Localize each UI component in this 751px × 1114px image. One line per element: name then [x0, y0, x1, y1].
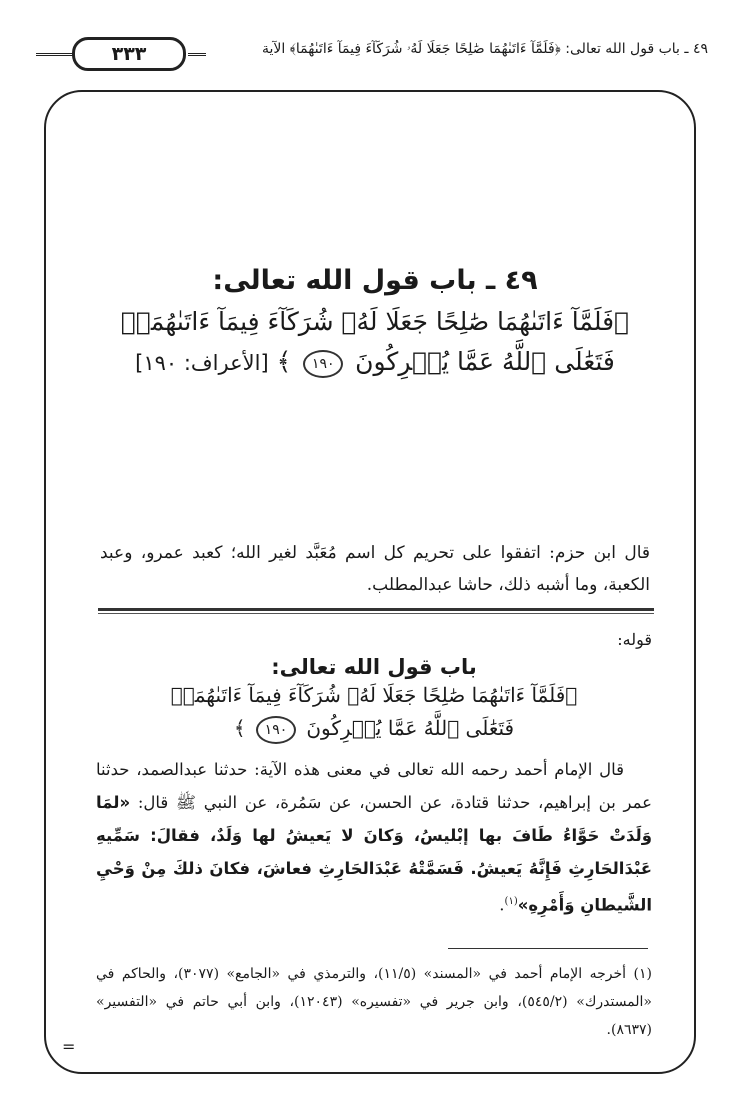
page-number: ٣٣٣ — [72, 37, 186, 71]
chapter-verse-text: فَتَعَٰلَى ٱللَّهُ عَمَّا يُشۡرِكُونَ — [355, 347, 615, 376]
footnote-marker: (١) — [504, 896, 518, 907]
commentary-verse-line2 — [96, 712, 652, 745]
hadith-text: «لمَا وَلَدَتْ حَوَّاءُ طَافَ بها إبْليسُ، وَكانَ لا يَعيشُ لها وَلَدٌ، فقالَ: سَمِّيهِ عَبْدَالحَارِثِ فَإِنَّهُ يَعيشُ. فَسَمَّتْهُ عَبْدَالحَارِثِ فعاشَ، فكانَ ذلكَ مِنْ وَحْيِ الشَّيطانِ وَأَمْرِهِ» — [96, 793, 652, 915]
commentary-verse-line1: ﴿فَلَمَّآ ءَاتَىٰهُمَا صَٰلِحًا جَعَلَا لَهُۥ شُرَكَآءَ فِيمَآ ءَاتَىٰهُمَاۚ — [170, 683, 578, 707]
commentary-verse-text: فَتَعَٰلَى ٱللَّهُ عَمَّا يُشۡرِكُونَ — [306, 716, 515, 740]
chapter-verse-line2 — [80, 342, 670, 383]
verse-close-bracket: ﴾ — [276, 347, 292, 376]
header-rule-right — [188, 53, 206, 56]
commentary-section — [96, 630, 652, 922]
commentary-body — [96, 753, 652, 922]
footnote: (١) أخرجه الإمام أحمد في «المسند» (١١/٥)، والترمذي في «الجامع» (٣٠٧٧)، والحاكم في «المستدرك» (٥٤٥/٢)، وابن جرير في «تفسيره» (١٢٠٤٣)، وابن أبي حاتم في «التفسير» (٨٦٣٧). — [96, 966, 652, 1038]
commentary-ayah-number: ١٩٠ — [256, 716, 296, 744]
commentary-verse-close: ﴾ — [233, 716, 246, 740]
commentary-intro: قال الإمام أحمد رحمه الله تعالى في معنى هذه الآية: حدثنا عبدالصمد، حدثنا عمر بن إبراهيم، حدثنا قتادة، عن الحسن، عن سَمُرة، عن النبي ﷺ قال: — [96, 760, 652, 812]
ibn-hazm-quote: قال ابن حزم: اتفقوا على تحريم كل اسم مُعَبَّد لغير الله؛ كعبد عمرو، وعبد الكعبة، وما أشبه ذلك، حاشا عبدالمطلب. — [100, 543, 650, 595]
footnote-rule — [448, 948, 648, 949]
running-header — [36, 35, 708, 75]
chapter-title: ٤٩ ـ باب قول الله تعالى: — [212, 265, 538, 296]
header-rule-left — [36, 53, 76, 59]
chapter-verse-line1: ﴿فَلَمَّآ ءَاتَىٰهُمَا صَٰلِحًا جَعَلَا لَهُۥ شُرَكَآءَ فِيمَآ ءَاتَىٰهُمَآۚ — [120, 307, 630, 336]
ayah-number-badge: ١٩٠ — [303, 350, 343, 378]
section-divider — [98, 608, 654, 614]
running-title: ٤٩ ـ باب قول الله تعالى: ﴿فَلَمَّآ ءَاتَىٰهُمَا صَٰلِحًا جَعَلَا لَهُۥ شُرَكَآءَ فِيمَآ ءَاتَىٰهُمَا﴾ الآية — [261, 41, 708, 57]
margin-mark: = — [62, 1037, 76, 1056]
commentary-title: باب قول الله تعالى: — [271, 655, 477, 679]
commentary-end: . — [499, 895, 505, 915]
chapter-heading — [80, 265, 670, 383]
surah-reference: [الأعراف: ١٩٠] — [135, 351, 269, 375]
commentary-label: قوله: — [617, 630, 652, 649]
